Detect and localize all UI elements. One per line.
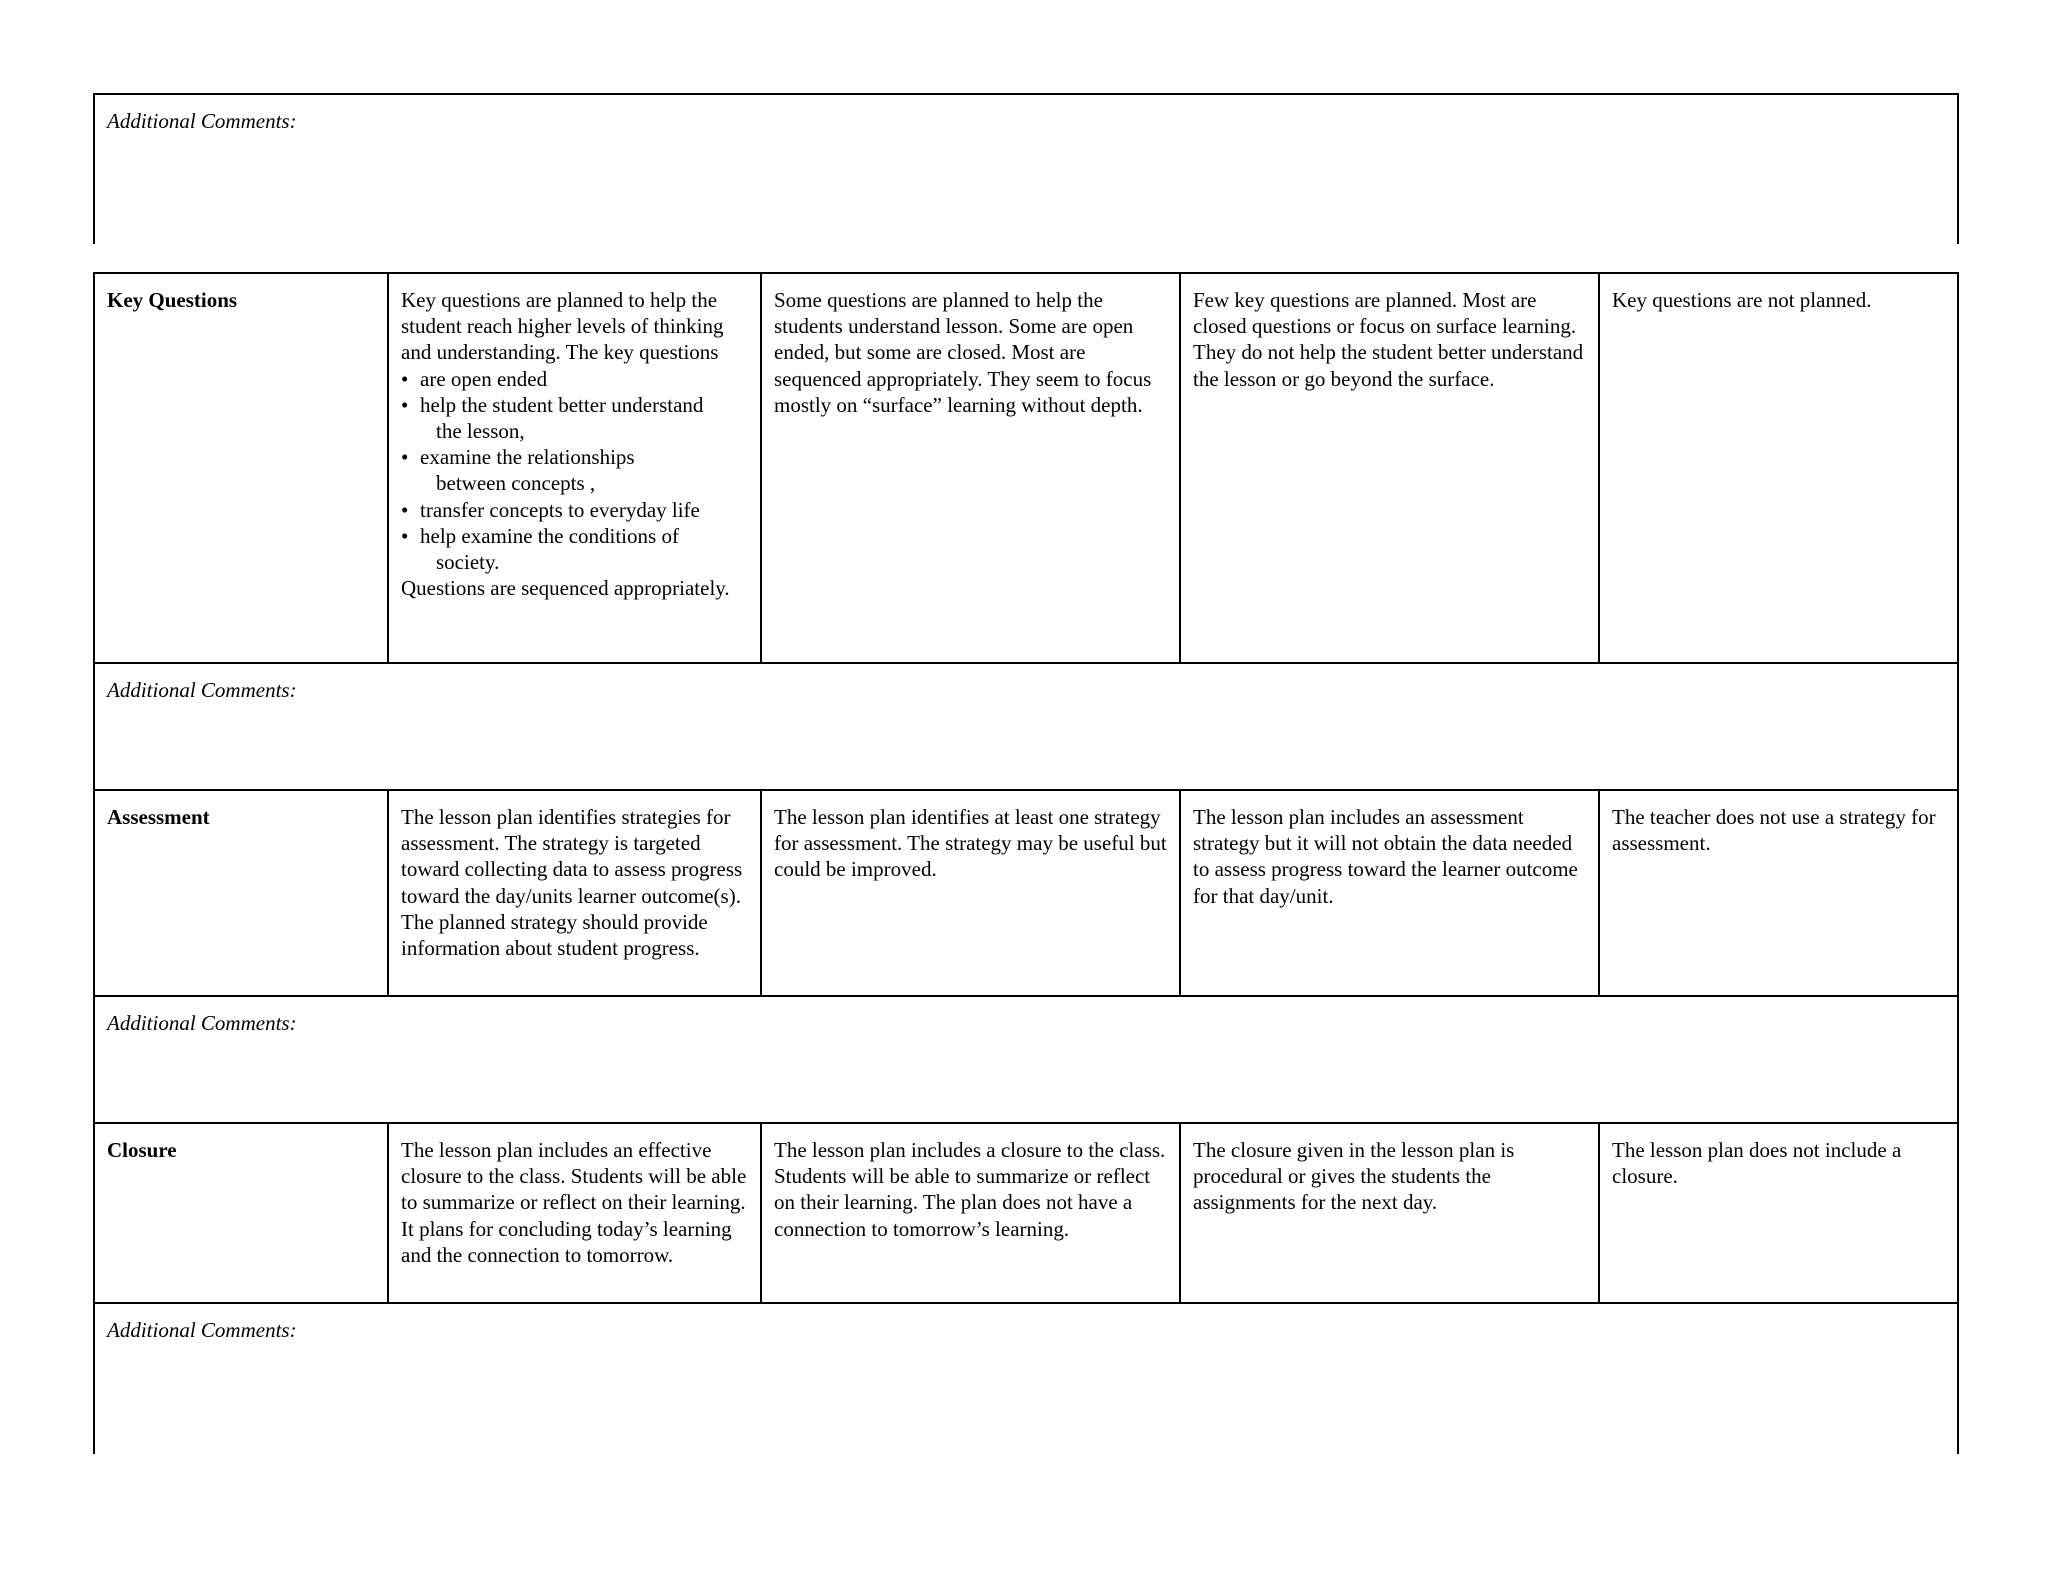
level-cell-2 — [760, 274, 1179, 662]
criterion-cell — [95, 791, 387, 995]
rubric-row-key-questions — [93, 272, 1959, 662]
bullet-text-continued: society. — [436, 550, 500, 575]
bullet-text: help examine the conditions of — [420, 523, 679, 548]
comment-row-key-questions — [93, 662, 1959, 789]
list-item — [401, 497, 748, 523]
bullet-icon: • — [401, 497, 409, 522]
level-text: Some questions are planned to help the students understand lesson. Some are open ended, but some are closed. Most are sequenced appropriately. They seem to focus mostly on “surface” learning without depth. — [774, 288, 1152, 417]
comment-label: Additional Comments: — [107, 1011, 297, 1035]
bullet-text: transfer concepts to everyday life — [420, 497, 700, 522]
level-cell-4 — [1598, 274, 1959, 662]
list-item — [401, 444, 748, 496]
rubric-row-closure — [93, 1122, 1959, 1302]
top-comment-box — [93, 93, 1959, 244]
level-text: The lesson plan does not include a closure. — [1612, 1138, 1902, 1189]
bullet-text: examine the relationships — [420, 445, 635, 470]
level-text: The closure given in the lesson plan is procedural or gives the students the assignments for the next day. — [1193, 1138, 1515, 1215]
comment-row-assessment — [93, 995, 1959, 1122]
list-item — [401, 392, 748, 444]
bullet-icon: • — [401, 445, 409, 470]
comment-label: Additional Comments: — [107, 678, 297, 702]
list-item — [401, 523, 748, 575]
bullet-list — [401, 366, 748, 576]
level-text: The lesson plan identifies at least one strategy for assessment. The strategy may be useful but could be improved. — [774, 805, 1167, 882]
bullet-icon: • — [401, 523, 409, 548]
level-outro: Questions are sequenced appropriately. — [401, 576, 730, 601]
level-text: Few key questions are planned. Most are closed questions or focus on surface learning. They do not help the student better understand the lesson or go beyond the surface. — [1193, 288, 1584, 391]
level-cell-4 — [1598, 1124, 1959, 1302]
comment-label: Additional Comments: — [107, 1318, 297, 1342]
level-text: The teacher does not use a strategy for assessment. — [1612, 805, 1936, 856]
bullet-text: are open ended — [420, 366, 548, 391]
criterion-label: Key Questions — [107, 288, 238, 312]
bullet-icon: • — [401, 366, 409, 391]
criterion-cell — [95, 1124, 387, 1302]
level-text: Key questions are not planned. — [1612, 288, 1872, 312]
level-cell-3 — [1179, 1124, 1598, 1302]
comment-label: Additional Comments: — [107, 109, 297, 133]
criterion-label: Assessment — [107, 805, 210, 829]
level-text: The lesson plan includes an assessment strategy but it will not obtain the data needed to assess progress toward the learner outcome for that day/unit. — [1193, 805, 1578, 908]
level-cell-1 — [387, 1124, 760, 1302]
level-text: The lesson plan identifies strategies for assessment. The strategy is targeted toward collecting data to assess progress toward the day/units learner outcome(s). The planned strategy should provide information about student progress. — [401, 805, 743, 961]
bullet-icon: • — [401, 392, 409, 417]
bullet-text-continued: between concepts , — [436, 471, 596, 496]
level-cell-2 — [760, 791, 1179, 995]
list-item — [401, 366, 748, 392]
level-cell-4 — [1598, 791, 1959, 995]
criterion-label: Closure — [107, 1138, 177, 1162]
level-cell-3 — [1179, 274, 1598, 662]
level-cell-3 — [1179, 791, 1598, 995]
rubric-row-assessment — [93, 789, 1959, 995]
level-cell-2 — [760, 1124, 1179, 1302]
rubric-table — [93, 272, 1959, 1452]
criterion-cell — [95, 274, 387, 662]
level-cell-1 — [387, 791, 760, 995]
bullet-text: help the student better understand — [420, 392, 704, 417]
comment-row-closure — [93, 1302, 1959, 1454]
bullet-text-continued: the lesson, — [436, 419, 525, 444]
level-text: The lesson plan includes an effective closure to the class. Students will be able to summarize or reflect on their learning. It plans for concluding today’s learning and the connection to tomorrow. — [401, 1138, 747, 1267]
level-intro: Key questions are planned to help the student reach higher levels of thinking and understanding. The key questions — [401, 288, 724, 365]
level-cell-1 — [387, 274, 760, 662]
level-text: The lesson plan includes a closure to the class. Students will be able to summarize or reflect on their learning. The plan does not have a connection to tomorrow’s learning. — [774, 1138, 1166, 1241]
